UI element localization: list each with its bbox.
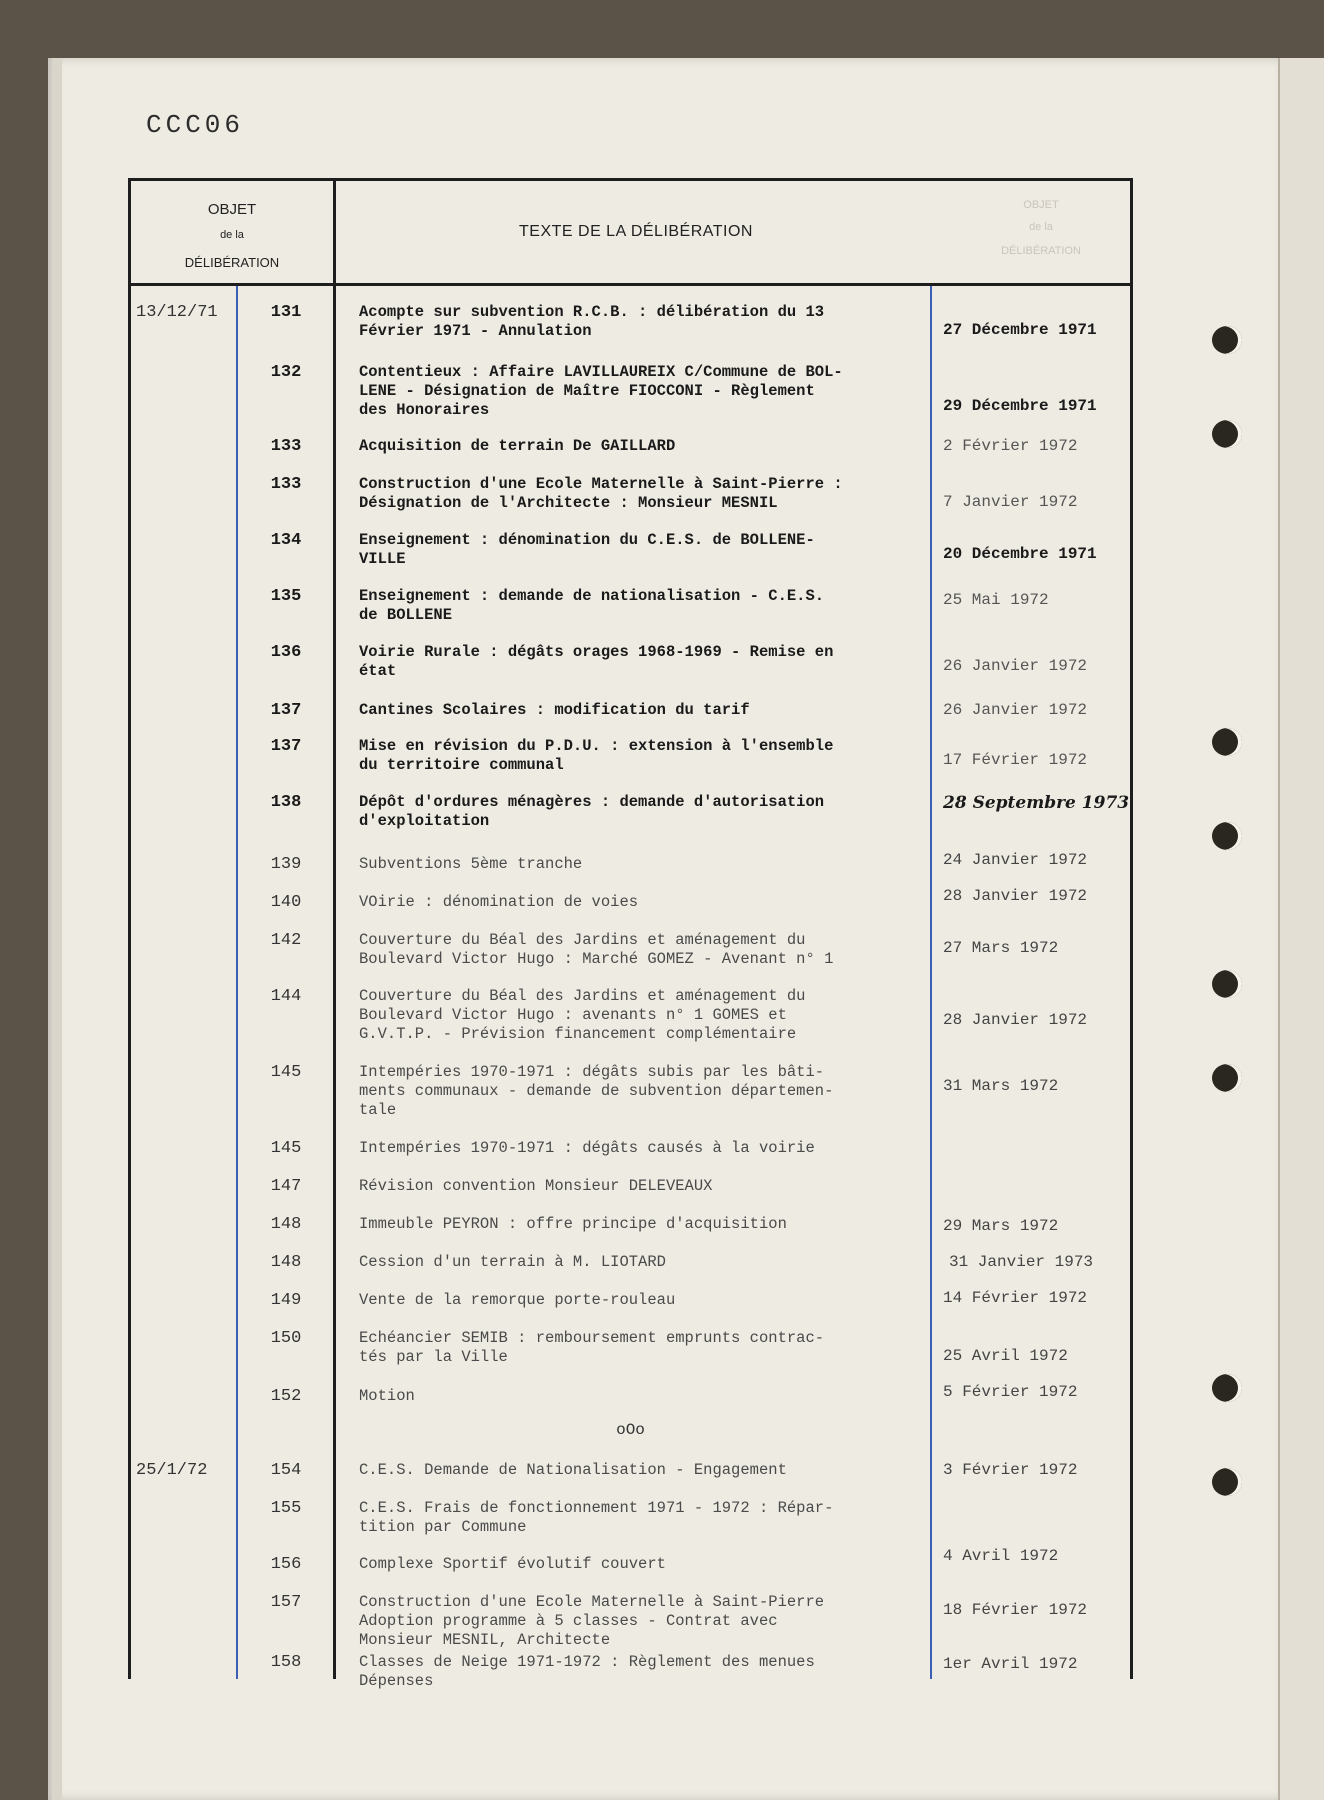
binder-hole bbox=[1212, 420, 1242, 448]
row-return-date: 31 Janvier 1973 bbox=[949, 1253, 1094, 1271]
row-number: 136 bbox=[270, 643, 302, 662]
row-return-date: 7 Janvier 1972 bbox=[943, 493, 1078, 511]
row-return-date: 18 Février 1972 bbox=[943, 1601, 1088, 1619]
row-return-date: 14 Février 1972 bbox=[943, 1289, 1088, 1307]
row-text: Cession d'un terrain à M. LIOTARD bbox=[359, 1253, 666, 1271]
row-number: 132 bbox=[270, 363, 302, 382]
row-number: 157 bbox=[270, 1593, 302, 1612]
row-return-date: 27 Mars 1972 bbox=[943, 939, 1059, 957]
row-number: 148 bbox=[270, 1215, 302, 1234]
row-text: C.E.S. Demande de Nationalisation - Engagement bbox=[359, 1461, 787, 1479]
ghost-header-de-la: de la bbox=[1029, 221, 1053, 233]
row-text: Classes de Neige 1971-1972 : Règlement des menues Dépenses bbox=[359, 1653, 815, 1690]
row-text: Acquisition de terrain De GAILLARD bbox=[359, 437, 676, 455]
row-text: Immeuble PEYRON : offre principe d'acquisition bbox=[359, 1215, 787, 1233]
section-separator: oOo bbox=[616, 1421, 645, 1439]
row-text: Echéancier SEMIB : remboursement emprunts contrac- tés par la Ville bbox=[359, 1329, 825, 1366]
row-number: 133 bbox=[270, 437, 302, 456]
row-number: 139 bbox=[270, 855, 302, 874]
row-number: 147 bbox=[270, 1177, 302, 1196]
row-text: Complexe Sportif évolutif couvert bbox=[359, 1555, 666, 1573]
row-return-date: 27 Décembre 1971 bbox=[943, 321, 1097, 339]
header-rule bbox=[131, 283, 1130, 286]
page-edge bbox=[52, 58, 62, 1800]
row-text: Cantines Scolaires : modification du tarif bbox=[359, 701, 750, 719]
row-return-date: 29 Décembre 1971 bbox=[943, 397, 1097, 415]
row-number: 138 bbox=[270, 793, 302, 812]
row-number: 137 bbox=[270, 737, 302, 756]
row-return-date: 29 Mars 1972 bbox=[943, 1217, 1059, 1235]
row-text: Intempéries 1970-1971 : dégâts subis par les bâti- ments communaux - demande de subvention départemen- tale bbox=[359, 1063, 834, 1119]
row-return-date: 20 Décembre 1971 bbox=[943, 545, 1097, 563]
row-text: Mise en révision du P.D.U. : extension à l'ensemble du territoire communal bbox=[359, 737, 834, 774]
row-number: 133 bbox=[270, 475, 302, 494]
row-text: Enseignement : dénomination du C.E.S. de BOLLENE- VILLE bbox=[359, 531, 815, 568]
row-date: 25/1/72 bbox=[136, 1461, 208, 1480]
row-number: 131 bbox=[270, 303, 302, 322]
ghost-header-deliberation: DÉLIBÉRATION bbox=[1001, 245, 1081, 257]
row-text: Couverture du Béal des Jardins et aménagement du Boulevard Victor Hugo : Marché GOMEZ - Avenant n° 1 bbox=[359, 931, 834, 968]
header-de-la: de la bbox=[220, 229, 244, 241]
row-text: Dépôt d'ordures ménagères : demande d'autorisation d'exploitation bbox=[359, 793, 825, 830]
row-return-date-handwritten: 28 Septembre 1973 bbox=[943, 793, 1130, 813]
header-objet: OBJET bbox=[207, 201, 257, 218]
row-return-date: 25 Mai 1972 bbox=[943, 591, 1049, 609]
ghost-header-objet: OBJET bbox=[1023, 199, 1059, 211]
row-number: 145 bbox=[270, 1063, 302, 1082]
row-text: Intempéries 1970-1971 : dégâts causés à la voirie bbox=[359, 1139, 815, 1157]
row-number: 137 bbox=[270, 701, 302, 720]
row-number: 142 bbox=[270, 931, 302, 950]
row-text: Construction d'une Ecole Maternelle à Saint-Pierre : Désignation de l'Architecte : Monsieur MESNIL bbox=[359, 475, 843, 512]
facing-page-strip bbox=[1278, 58, 1324, 1800]
row-return-date: 26 Janvier 1972 bbox=[943, 701, 1088, 719]
row-date: 13/12/71 bbox=[136, 303, 218, 322]
row-text: Construction d'une Ecole Maternelle à Saint-Pierre Adoption programme à 5 classes - Contrat avec Monsieur MESNIL, Architecte bbox=[359, 1593, 825, 1649]
binder-hole bbox=[1212, 970, 1242, 998]
row-number: 149 bbox=[270, 1291, 302, 1310]
row-text: VOirie : dénomination de voies bbox=[359, 893, 639, 911]
binder-hole bbox=[1212, 326, 1242, 354]
header-deliberation: DÉLIBÉRATION bbox=[184, 255, 280, 270]
row-number: 154 bbox=[270, 1461, 302, 1480]
row-text: Contentieux : Affaire LAVILLAUREIX C/Commune de BOL- LENE - Désignation de Maître FIOCCONI - Règlement des Honoraires bbox=[359, 363, 843, 419]
row-text: Couverture du Béal des Jardins et aménagement du Boulevard Victor Hugo : avenants n° 1 GOMES et G.V.T.P. - Prévision financement complémentaire bbox=[359, 987, 806, 1043]
binder-hole bbox=[1212, 1374, 1242, 1402]
row-number: 140 bbox=[270, 893, 302, 912]
column-rule bbox=[333, 181, 336, 1679]
row-number: 156 bbox=[270, 1555, 302, 1574]
row-return-date: 28 Janvier 1972 bbox=[943, 887, 1088, 905]
row-text: Vente de la remorque porte-rouleau bbox=[359, 1291, 676, 1309]
header-texte: TEXTE DE LA DÉLIBÉRATION bbox=[519, 223, 753, 240]
row-return-date: 24 Janvier 1972 bbox=[943, 851, 1088, 869]
deliberation-table bbox=[128, 178, 1133, 1690]
row-return-date: 3 Février 1972 bbox=[943, 1461, 1078, 1479]
binder-hole bbox=[1212, 822, 1242, 850]
row-text: Motion bbox=[359, 1387, 415, 1405]
binder-hole bbox=[1212, 728, 1242, 756]
row-text: Acompte sur subvention R.C.B. : délibération du 13 Février 1971 - Annulation bbox=[359, 303, 825, 340]
row-number: 155 bbox=[270, 1499, 302, 1518]
row-number: 152 bbox=[270, 1387, 302, 1406]
row-text: Révision convention Monsieur DELEVEAUX bbox=[359, 1177, 713, 1195]
binder-hole bbox=[1212, 1468, 1242, 1496]
blue-margin-rule bbox=[236, 286, 238, 1679]
row-return-date: 31 Mars 1972 bbox=[943, 1077, 1059, 1095]
row-number: 150 bbox=[270, 1329, 302, 1348]
row-return-date: 17 Février 1972 bbox=[943, 751, 1088, 769]
row-number: 134 bbox=[270, 531, 302, 550]
row-return-date: 5 Février 1972 bbox=[943, 1383, 1078, 1401]
row-return-date: 26 Janvier 1972 bbox=[943, 657, 1088, 675]
row-number: 145 bbox=[270, 1139, 302, 1158]
row-text: C.E.S. Frais de fonctionnement 1971 - 1972 : Répar- tition par Commune bbox=[359, 1499, 834, 1536]
row-return-date: 1er Avril 1972 bbox=[943, 1655, 1078, 1673]
row-return-date: 4 Avril 1972 bbox=[943, 1547, 1059, 1565]
row-number: 148 bbox=[270, 1253, 302, 1272]
row-return-date: 28 Janvier 1972 bbox=[943, 1011, 1088, 1029]
row-return-date: 2 Février 1972 bbox=[943, 437, 1078, 455]
row-text: Voirie Rurale : dégâts orages 1968-1969 - Remise en état bbox=[359, 643, 834, 680]
page-reference-number: CCC06 bbox=[146, 110, 245, 140]
row-number: 135 bbox=[270, 587, 302, 606]
row-text: Subventions 5ème tranche bbox=[359, 855, 583, 873]
row-number: 144 bbox=[270, 987, 302, 1006]
binder-hole bbox=[1212, 1064, 1242, 1092]
row-number: 158 bbox=[270, 1653, 302, 1672]
row-return-date: 25 Avril 1972 bbox=[943, 1347, 1068, 1365]
row-text: Enseignement : demande de nationalisation - C.E.S. de BOLLENE bbox=[359, 587, 825, 624]
